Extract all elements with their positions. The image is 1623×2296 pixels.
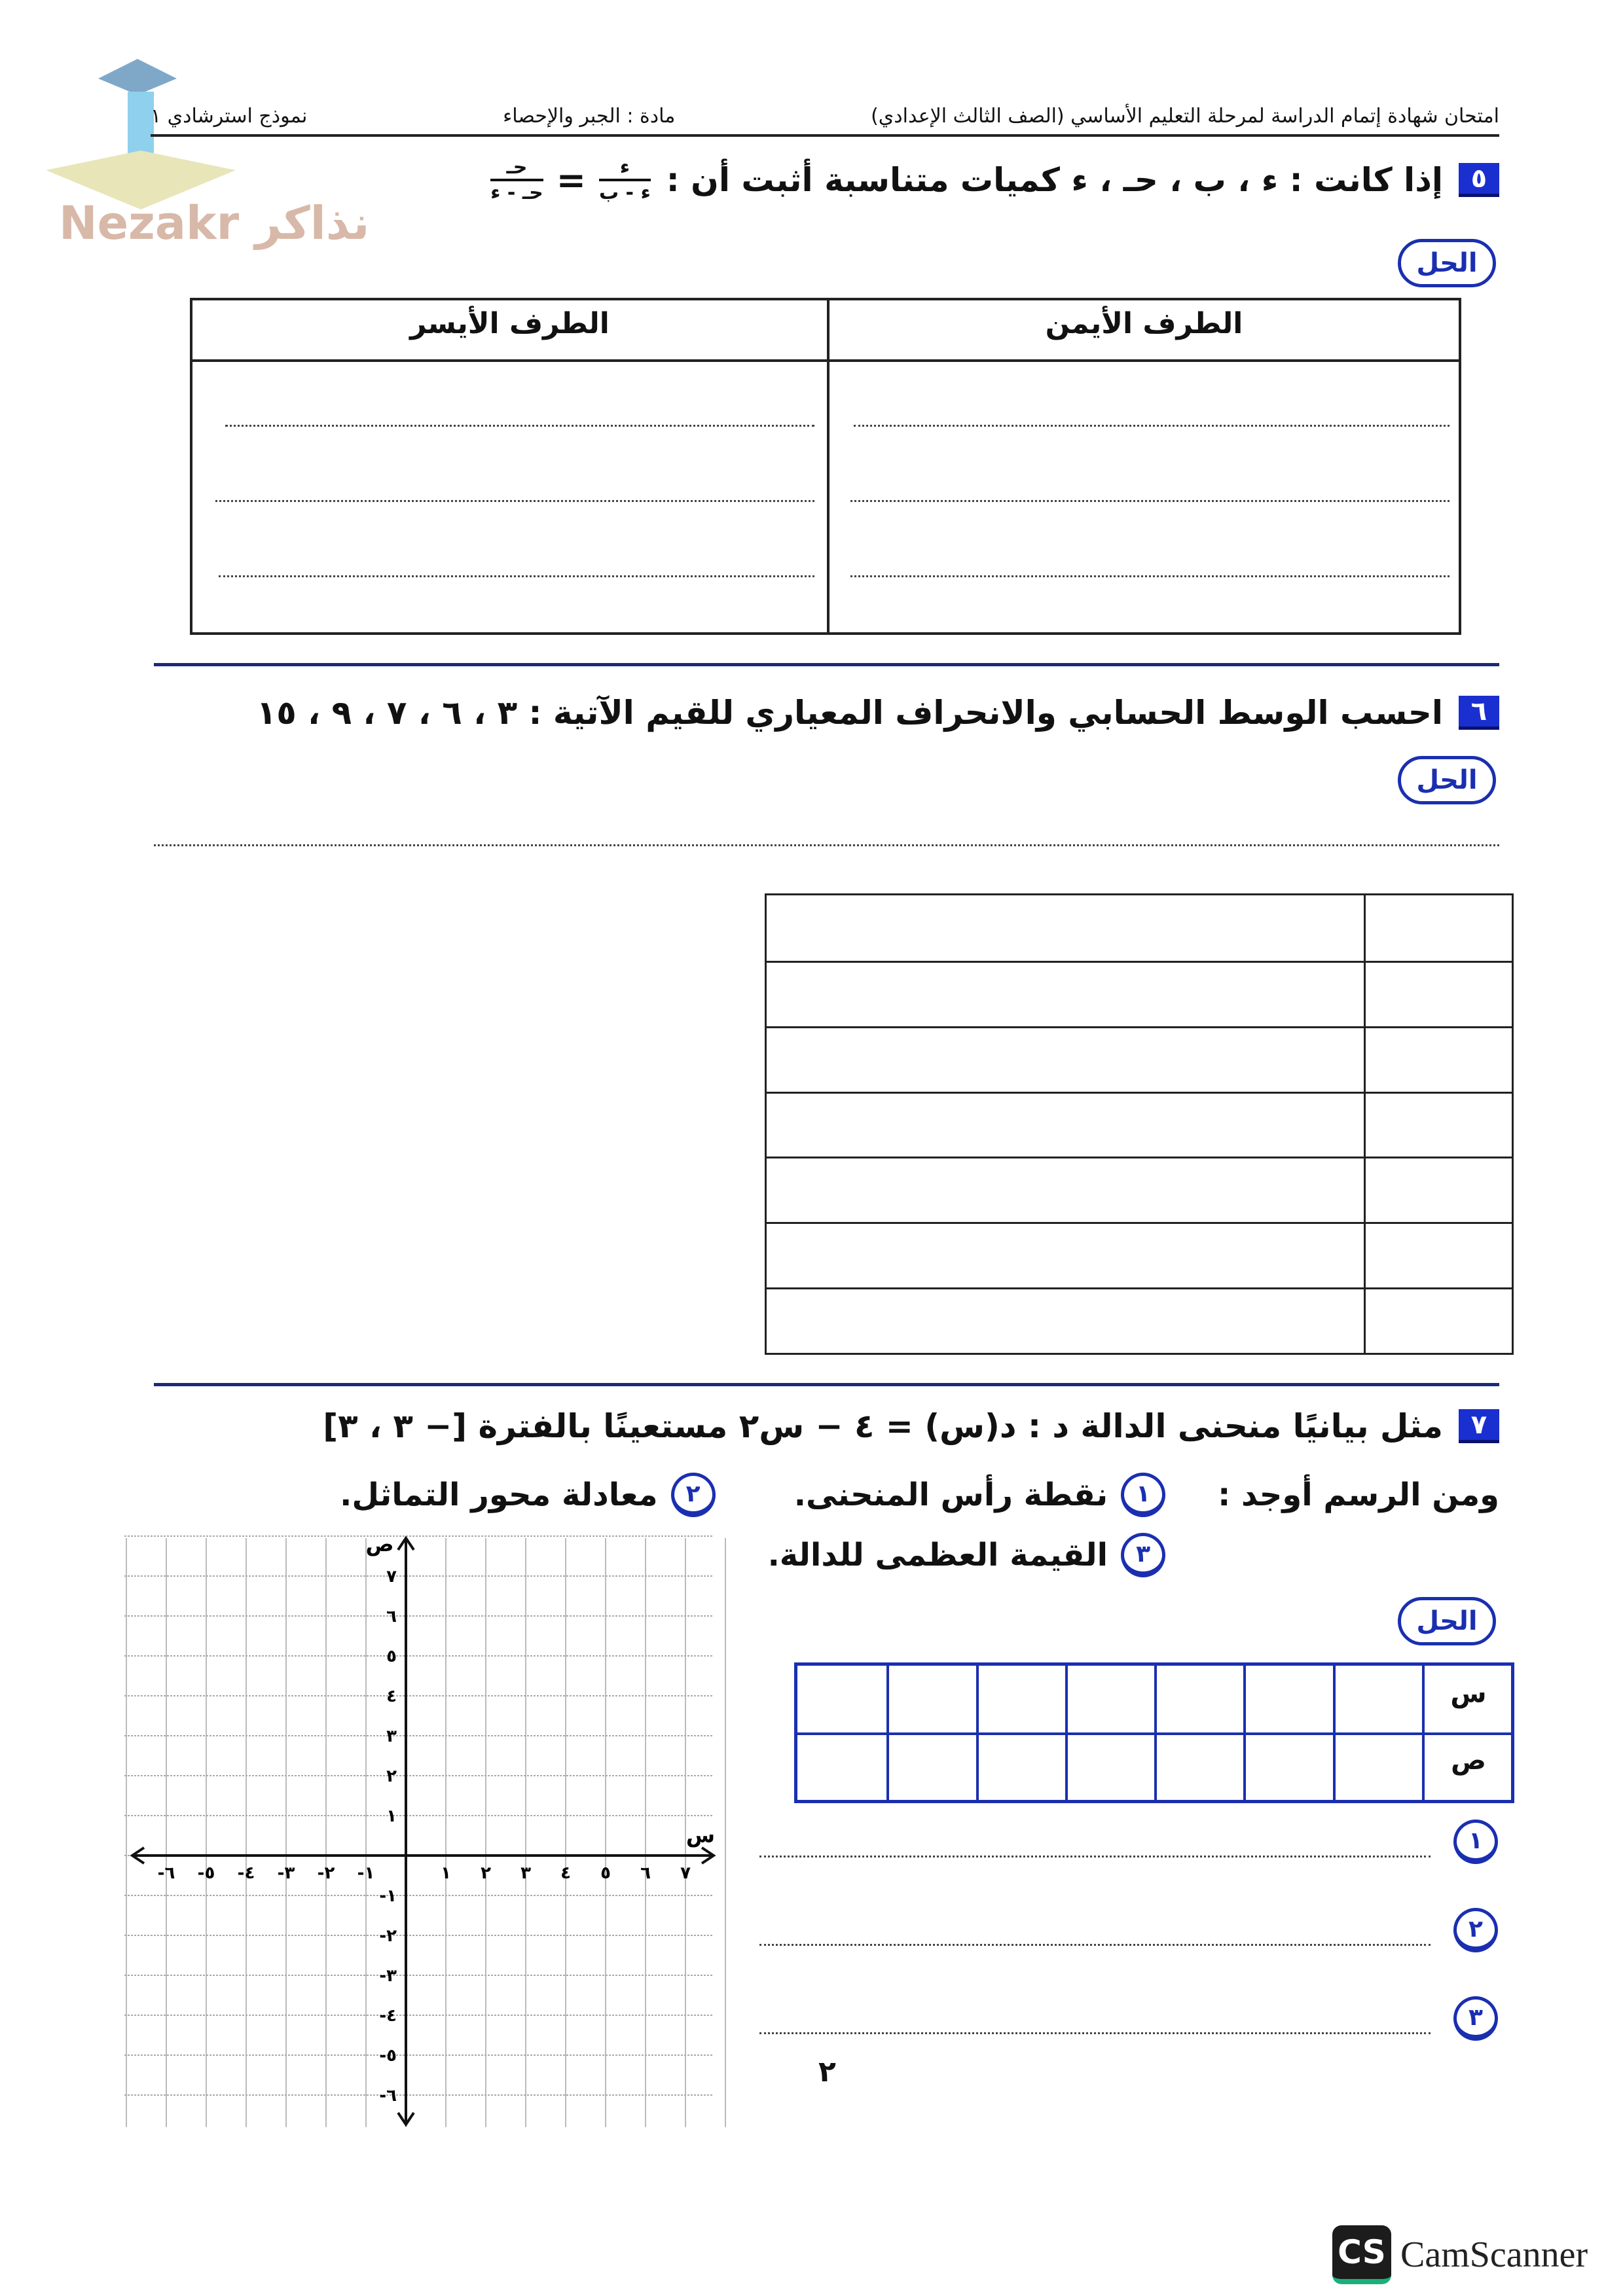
header-row [151,105,1499,128]
table-row-divider [797,1732,1511,1735]
x-tick-label: -٢ [317,1863,335,1883]
svg-text:Nezakr نذاكر: Nezakr نذاكر [59,196,370,250]
model-label: نموذج استرشادي ١ [151,105,308,128]
table-row-divider [767,1157,1512,1158]
y-tick-label: ٤ [386,1687,397,1706]
x-tick-label: -١ [357,1863,375,1883]
answer-1-number: ١ [1453,1820,1498,1864]
x-tick-label: ٣ [520,1863,531,1883]
item-1-label: نقطة رأس المنحنى. [793,1477,1108,1513]
q5-equation [490,156,651,204]
exam-title: امتحان شهادة إتمام الدراسة لمرحلة التعليم الأساسي (الصف الثالث الإعدادي) [871,105,1499,128]
rhs-numerator: حـ [506,156,528,179]
x-tick-label: -٤ [237,1863,255,1883]
answer-line [850,500,1450,502]
solution-badge: الحل [1398,239,1496,287]
x-row-label: س [1450,1679,1487,1709]
question-5-row [490,156,1499,204]
answer-line [225,425,814,427]
y-axis-label: ص [365,1532,394,1556]
y-tick-label: -٥ [379,2046,397,2066]
y-tick-label: ٣ [386,1727,397,1746]
table-row-divider [767,1287,1512,1289]
answer-line [219,575,814,577]
y-tick-label: -٣ [379,1966,397,1986]
solution-badge: الحل [1398,1597,1496,1645]
y-tick-label: ٥ [386,1647,397,1666]
question-5-number: ٥ [1459,163,1499,197]
q5-proof-table [190,298,1461,635]
answer-line [154,844,1499,846]
y-tick-label: -٢ [379,1926,397,1946]
header-rule [151,134,1499,137]
lhs-denominator: ء - ب [599,179,651,204]
table-row-divider [767,1222,1512,1224]
rhs-denominator: حـ - ء [490,179,543,204]
section-divider [154,663,1499,666]
y-tick-label: ١ [386,1806,397,1826]
lhs-numerator: ء [619,156,630,179]
answer-line [854,425,1450,427]
item-2-label: معادلة محور التماثل. [340,1477,658,1513]
x-axis-label: س [685,1823,716,1848]
question-6-text: احسب الوسط الحسابي والانحراف المعياري للقيم الآتية : ٣ ، ٦ ، ٧ ، ٩ ، ١٥ [256,694,1443,732]
y-tick-label: -١ [379,1886,397,1906]
answer-line-2[interactable] [759,1944,1431,1946]
camscanner-watermark [1332,2225,1588,2284]
item-3-number: ٣ [1121,1533,1165,1577]
answer-2-number: ٢ [1453,1908,1498,1952]
q6-calc-table [765,893,1514,1355]
x-tick-label: ٧ [680,1863,691,1883]
coordinate-grid[interactable] [124,1532,727,2134]
logo [39,46,370,250]
question-5-text: إذا كانت : ء ، ب ، حـ ، ء كميات متناسبة أثبت أن : [666,161,1443,199]
logo-graphic [39,46,370,250]
question-6-number: ٦ [1459,696,1499,730]
x-tick-label: ٢ [481,1863,491,1883]
item-1-number: ١ [1121,1473,1165,1517]
answer-line-1[interactable] [759,1856,1431,1857]
y-tick-label: ٧ [386,1567,397,1587]
x-tick-label: -٥ [197,1863,215,1883]
question-7-text: مثل بيانيًا منحنى الدالة د : د(س) = ٤ − س٢ مستعينًا بالفترة [− ٣ ، ٣] [323,1407,1443,1445]
answer-line-3[interactable] [759,2032,1431,2034]
x-tick-label: ٦ [640,1863,651,1883]
y-tick-label: -٤ [379,2006,397,2026]
question-7-row [323,1407,1499,1445]
values-table [794,1662,1514,1803]
y-tick-label: -٦ [379,2086,397,2106]
item-2-number: ٢ [671,1473,716,1517]
equals-sign: = [556,159,586,201]
table-row-divider [767,961,1512,963]
section-divider [154,1383,1499,1386]
page-number: ٢ [818,2055,836,2089]
camscanner-name: CamScanner [1400,2234,1588,2275]
x-tick-label: ٥ [600,1863,611,1883]
y-tick-label: ٢ [386,1767,397,1786]
table-row-divider [767,1026,1512,1028]
right-side-header: الطرف الأيمن [1045,307,1243,340]
answer-line [850,575,1450,577]
y-row-label: ص [1451,1746,1486,1776]
left-side-header: الطرف الأيسر [410,307,610,340]
x-tick-label: ٤ [560,1863,571,1883]
subject: مادة : الجبر والإحصاء [503,105,676,128]
answer-line [215,500,814,502]
question-7-number: ٧ [1459,1409,1499,1443]
answer-3-number: ٣ [1453,1996,1498,2041]
item-3-label: القيمة العظمى للدالة. [767,1537,1108,1573]
y-tick-label: ٦ [386,1607,397,1626]
x-tick-label: -٣ [277,1863,295,1883]
table-row-divider [767,1092,1512,1094]
solution-badge: الحل [1398,756,1496,804]
x-tick-label: -٦ [157,1863,175,1883]
x-tick-label: ١ [441,1863,451,1883]
find-label: ومن الرسم أوجد : [1218,1477,1499,1513]
question-6-row [257,694,1499,732]
camscanner-logo: CS [1332,2225,1391,2284]
